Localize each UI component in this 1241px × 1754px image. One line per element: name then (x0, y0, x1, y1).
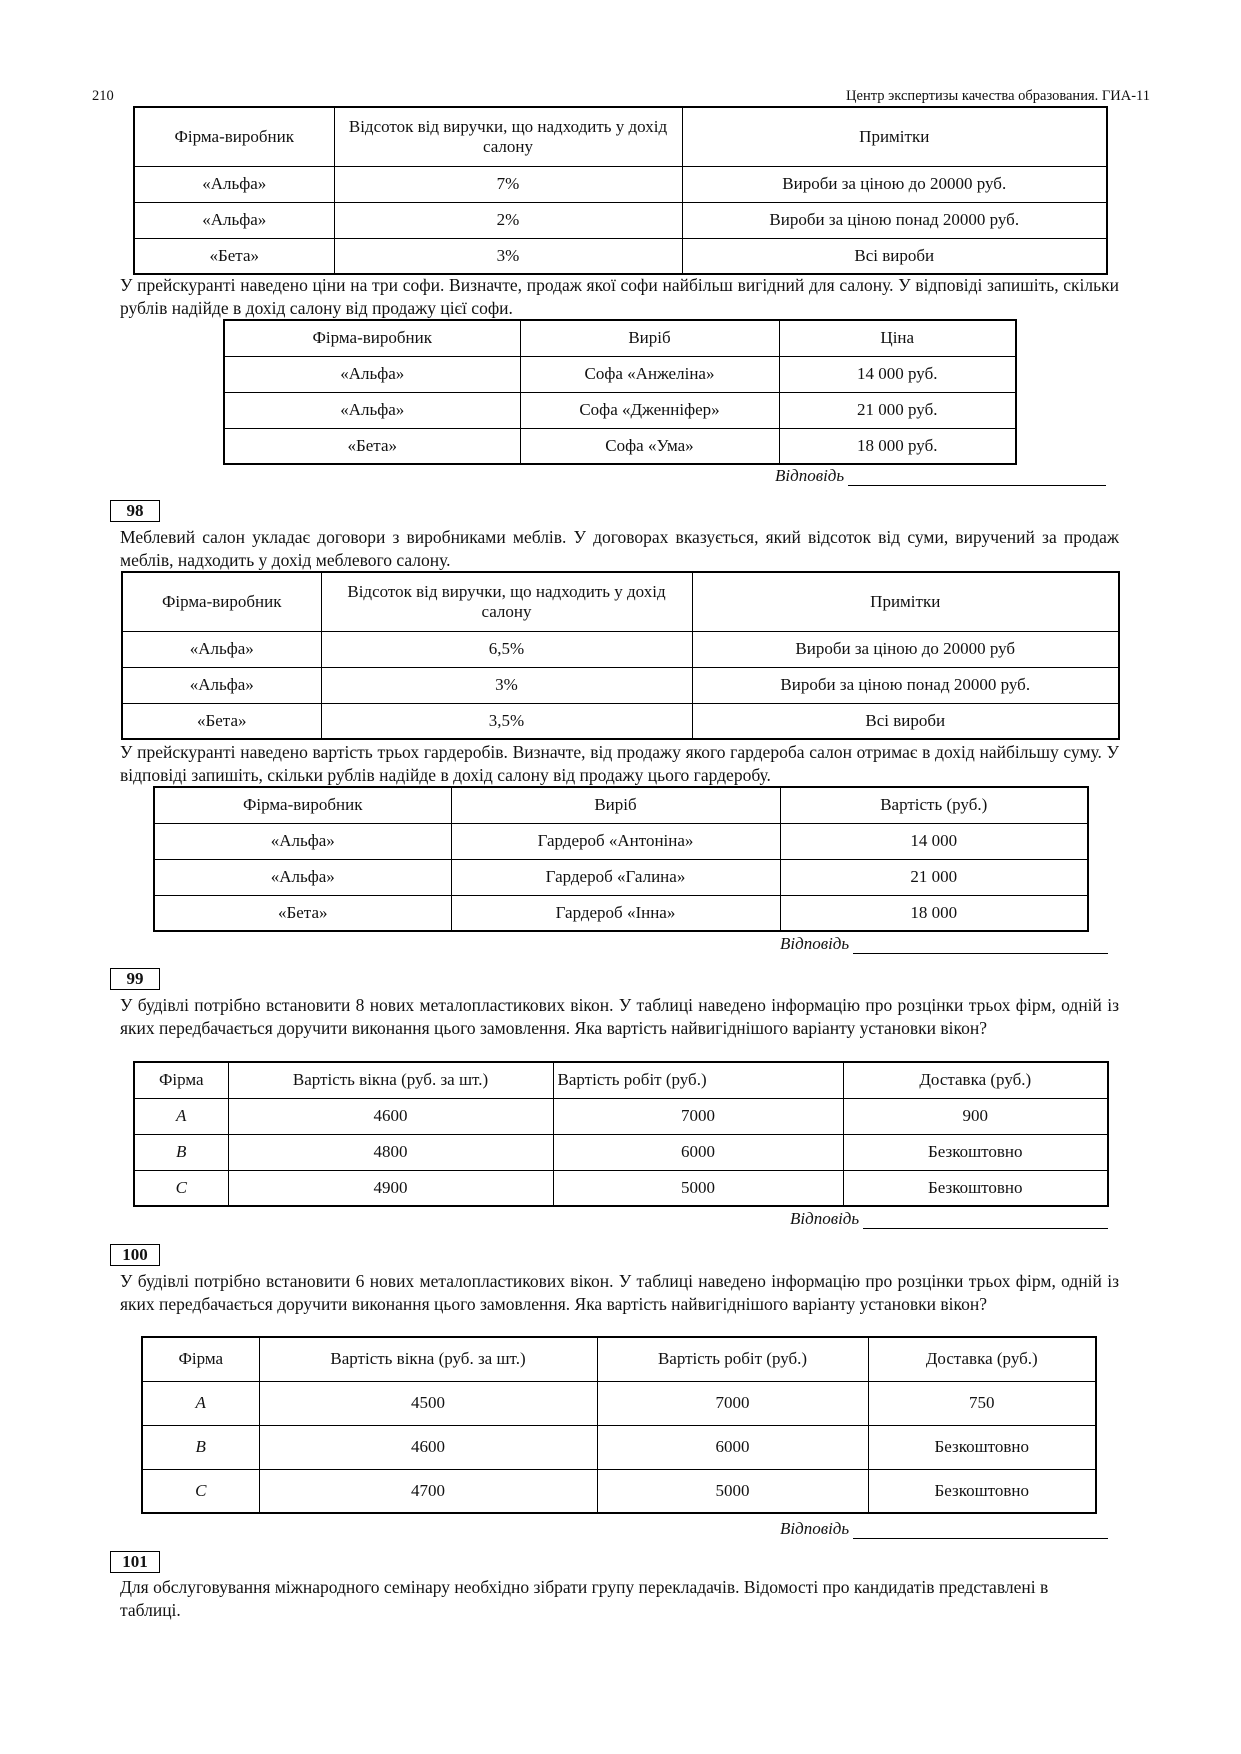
table-cell: C (134, 1170, 228, 1206)
task-text: У будівлі потрібно встановити 6 нових металопластикових вікон. У таблиці наведено інформацію про розцінки трьох фірм, одній із яких передбачається доручити виконання цього замовлення. Яка вартість найвигіднішого варіанту установки вікон? (120, 1271, 1119, 1314)
answer-field[interactable] (790, 1209, 1108, 1229)
table-cell: 4900 (228, 1170, 553, 1206)
price-table (223, 319, 1017, 465)
table-cell: «Альфа» (224, 356, 520, 392)
answer-line[interactable] (863, 1211, 1108, 1229)
table-row (224, 356, 1016, 392)
header-cell: Виріб (451, 787, 780, 823)
table-cell: «Бета» (134, 238, 334, 274)
window-price-table (133, 1061, 1109, 1207)
table-cell: Софа «Ума» (520, 428, 779, 464)
table-cell: Вироби за ціною понад 20000 руб. (682, 202, 1107, 238)
table-cell: «Бета» (224, 428, 520, 464)
header-cell: Вартість вікна (руб. за шт.) (259, 1337, 597, 1381)
page-number: 210 (92, 88, 114, 104)
table-cell: «Альфа» (154, 859, 451, 895)
table-cell: Вироби за ціною понад 20000 руб. (692, 667, 1119, 703)
table-cell: Софа «Дженніфер» (520, 392, 779, 428)
table-row (142, 1469, 1096, 1513)
header-cell: Відсоток від виручки, що надходить у дохід салону (334, 107, 682, 166)
answer-field[interactable] (780, 1519, 1108, 1539)
percentage-table (121, 571, 1120, 740)
task-text: У прейскуранті наведено вартість трьох гардеробів. Визначте, від продажу якого гардероба салон отримає в дохід найбільшу суму. У відповіді запишіть, скільки рублів надійде в дохід салону від продажу цього гардеробу. (120, 742, 1119, 785)
window-price-table (141, 1336, 1097, 1514)
table-cell: Безкоштовно (868, 1425, 1096, 1469)
table-cell: Всі вироби (692, 703, 1119, 739)
table-row (142, 1381, 1096, 1425)
header-cell: Доставка (руб.) (843, 1062, 1108, 1098)
table-cell: 18 000 (780, 895, 1088, 931)
table-cell: «Альфа» (122, 667, 321, 703)
table-cell: 900 (843, 1098, 1108, 1134)
task-number: 98 (110, 500, 160, 522)
table-header-row (134, 1062, 1108, 1098)
table-cell: 5000 (553, 1170, 843, 1206)
header-cell: Примітки (682, 107, 1107, 166)
header-cell: Фірма-виробник (122, 572, 321, 631)
price-table (153, 786, 1089, 932)
table-row (142, 1425, 1096, 1469)
task-text: Для обслуговування міжнародного семінару необхідно зібрати групу перекладачів. Відомості про кандидатів представлені в таблиці. (120, 1577, 1049, 1620)
table-cell: 14 000 (780, 823, 1088, 859)
table-row (134, 1170, 1108, 1206)
answer-label: Відповідь (780, 1519, 850, 1538)
header-cell: Виріб (520, 320, 779, 356)
table-cell: 18 000 руб. (779, 428, 1016, 464)
table-cell: 21 000 руб. (779, 392, 1016, 428)
header-cell: Фірма (142, 1337, 259, 1381)
table-row (122, 631, 1119, 667)
table-cell: 750 (868, 1381, 1096, 1425)
answer-field[interactable] (780, 934, 1108, 954)
answer-line[interactable] (848, 468, 1106, 486)
header-cell: Ціна (779, 320, 1016, 356)
table-cell: «Бета» (122, 703, 321, 739)
table-header-row (142, 1337, 1096, 1381)
table-cell: 21 000 (780, 859, 1088, 895)
table-cell: Безкоштовно (868, 1469, 1096, 1513)
header-cell: Фірма-виробник (134, 107, 334, 166)
running-title: Центр экспертизы качества образования. ГИА-11 (846, 88, 1150, 104)
table-cell: 5000 (597, 1469, 868, 1513)
table-header-row (122, 572, 1119, 631)
table-cell: 6000 (597, 1425, 868, 1469)
answer-label: Відповідь (780, 934, 850, 953)
table-cell: Вироби за ціною до 20000 руб (692, 631, 1119, 667)
answer-line[interactable] (853, 1521, 1108, 1539)
header-cell: Вартість робіт (руб.) (553, 1062, 843, 1098)
task-text: У будівлі потрібно встановити 8 нових металопластикових вікон. У таблиці наведено інформацію про розцінки трьох фірм, одній із яких передбачається доручити виконання цього замовлення. Яка вартість найвигіднішого варіанту установки вікон? (120, 995, 1119, 1038)
header-cell: Фірма-виробник (224, 320, 520, 356)
table-cell: 3,5% (321, 703, 692, 739)
table-cell: Безкоштовно (843, 1170, 1108, 1206)
task-number: 101 (110, 1551, 160, 1573)
table-row (224, 392, 1016, 428)
table-header-row (224, 320, 1016, 356)
header-cell: Відсоток від виручки, що надходить у дохід салону (321, 572, 692, 631)
table-row (154, 859, 1088, 895)
table-row (224, 428, 1016, 464)
table-cell: «Альфа» (134, 166, 334, 202)
table-cell: 7% (334, 166, 682, 202)
table-cell: 14 000 руб. (779, 356, 1016, 392)
table-row (122, 703, 1119, 739)
table-cell: B (134, 1134, 228, 1170)
task-number: 99 (110, 968, 160, 990)
table-row (134, 1134, 1108, 1170)
table-cell: 2% (334, 202, 682, 238)
table-cell: A (142, 1381, 259, 1425)
table-cell: Гардероб «Інна» (451, 895, 780, 931)
table-cell: B (142, 1425, 259, 1469)
table-row (134, 202, 1107, 238)
table-cell: 6,5% (321, 631, 692, 667)
header-cell: Примітки (692, 572, 1119, 631)
header-cell: Фірма-виробник (154, 787, 451, 823)
table-cell: 4700 (259, 1469, 597, 1513)
table-cell: 7000 (553, 1098, 843, 1134)
table-cell: Гардероб «Антоніна» (451, 823, 780, 859)
header-cell: Вартість (руб.) (780, 787, 1088, 823)
table-cell: C (142, 1469, 259, 1513)
table-row (134, 1098, 1108, 1134)
answer-label: Відповідь (790, 1209, 860, 1228)
table-cell: 4600 (259, 1425, 597, 1469)
table-cell: «Альфа» (224, 392, 520, 428)
task-text: Меблевий салон укладає договори з виробниками меблів. У договорах вказується, який відсоток від суми, виручений за продаж меблів, надходить у дохід меблевого салону. (120, 527, 1119, 570)
task-text: У прейскуранті наведено ціни на три софи. Визначте, продаж якої софи найбільш вигідний для салону. У відповіді запишіть, скільки рублів надійде в дохід салону від продажу цієї софи. (120, 275, 1119, 318)
header-cell: Вартість робіт (руб.) (597, 1337, 868, 1381)
header-cell: Доставка (руб.) (868, 1337, 1096, 1381)
table-cell: Гардероб «Галина» (451, 859, 780, 895)
table-cell: 3% (334, 238, 682, 274)
table-row (154, 823, 1088, 859)
table-cell: 4500 (259, 1381, 597, 1425)
answer-field[interactable] (775, 466, 1106, 486)
table-cell: 4600 (228, 1098, 553, 1134)
table-cell: «Альфа» (134, 202, 334, 238)
table-cell: A (134, 1098, 228, 1134)
table-cell: Вироби за ціною до 20000 руб. (682, 166, 1107, 202)
percentage-table (133, 106, 1108, 275)
table-header-row (154, 787, 1088, 823)
table-cell: «Альфа» (122, 631, 321, 667)
table-cell: 3% (321, 667, 692, 703)
table-header-row (134, 107, 1107, 166)
table-row (122, 667, 1119, 703)
header-cell: Вартість вікна (руб. за шт.) (228, 1062, 553, 1098)
table-row (134, 238, 1107, 274)
table-cell: Безкоштовно (843, 1134, 1108, 1170)
answer-line[interactable] (853, 936, 1108, 954)
task-number: 100 (110, 1244, 160, 1266)
table-cell: 7000 (597, 1381, 868, 1425)
table-cell: «Бета» (154, 895, 451, 931)
answer-label: Відповідь (775, 466, 845, 485)
table-cell: Софа «Анжеліна» (520, 356, 779, 392)
table-cell: Всі вироби (682, 238, 1107, 274)
table-cell: «Альфа» (154, 823, 451, 859)
table-cell: 6000 (553, 1134, 843, 1170)
table-cell: 4800 (228, 1134, 553, 1170)
table-row (154, 895, 1088, 931)
table-row (134, 166, 1107, 202)
header-cell: Фірма (134, 1062, 228, 1098)
